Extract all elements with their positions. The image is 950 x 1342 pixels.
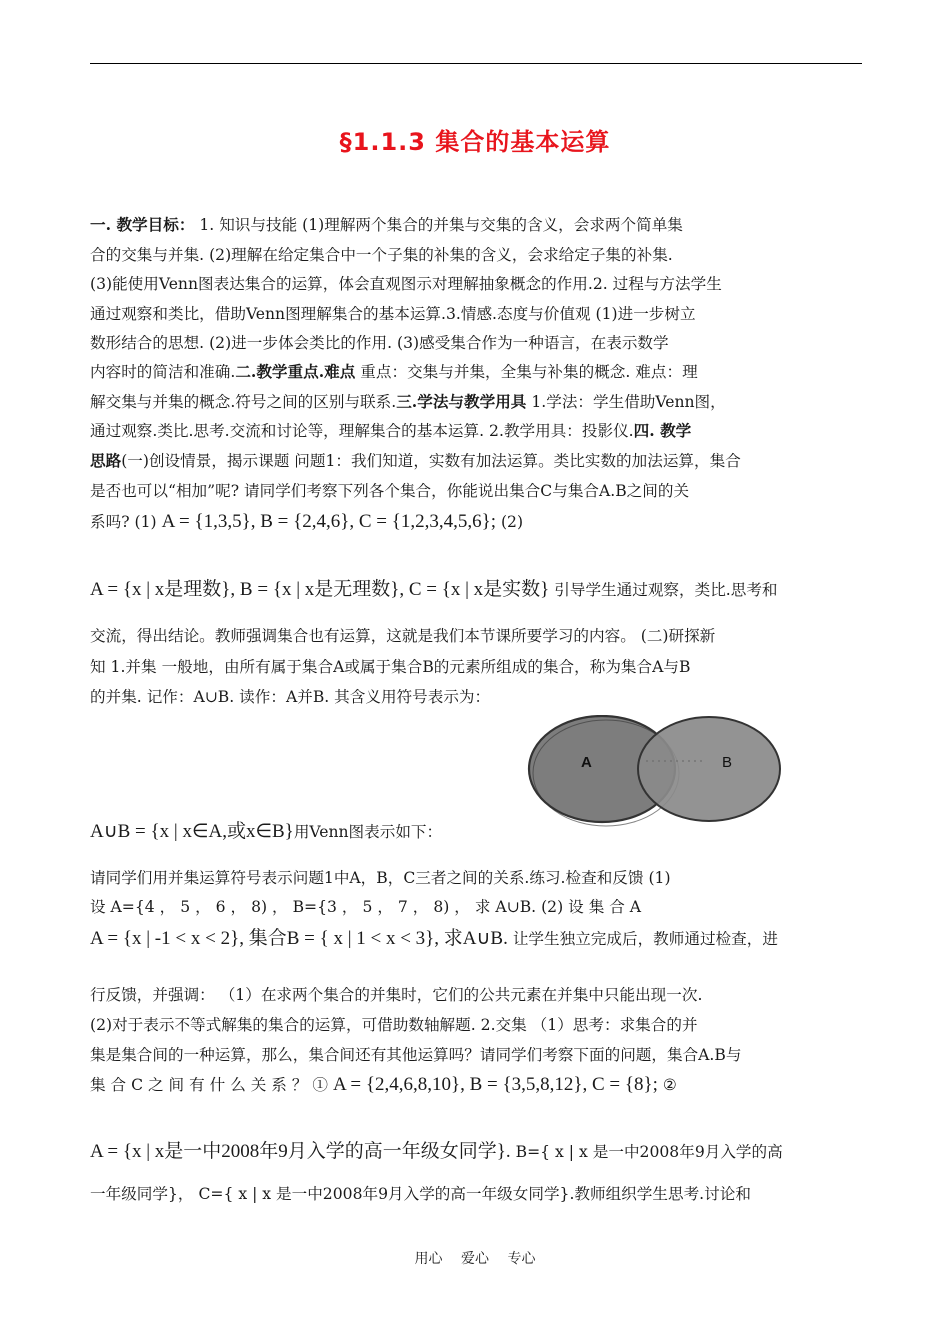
text-line bbox=[90, 1045, 741, 1065]
text-line bbox=[90, 274, 722, 294]
section-heading: 三.学法与教学用具 bbox=[396, 392, 527, 411]
text-segment: 合的交集与并集. (2)理解在给定集合中一个子集的补集的含义，会求给定子集的补集. bbox=[90, 246, 673, 264]
text-segment: 集是集合间的一种运算，那么，集合间还有其他运算吗？请同学们考察下面的问题，集合A.B与 bbox=[90, 1046, 742, 1064]
text-segment: 用Venn图表示如下： bbox=[293, 823, 443, 841]
page-footer: 用心 爱心 专心 bbox=[414, 1251, 536, 1267]
text-segment: (2) bbox=[495, 513, 524, 531]
text-segment: 的并集. 记作：A∪B. 读作：A并B. 其含义用符号表示为： bbox=[90, 688, 491, 706]
math-formula: A∪B = {x | x∈A,或x∈B} bbox=[90, 821, 294, 842]
text-segment: 通过观察和类比，借助Venn图理解集合的基本运算.3.情感.态度与价值观 (1)进一步树立 bbox=[90, 305, 696, 323]
text-line bbox=[90, 929, 778, 949]
text-segment: (2)对于表示不等式解集的集合的运算，可借助数轴解题. 2.交集 （1）思考：求集合的并 bbox=[90, 1016, 698, 1034]
page-title: §1.1.3 集合的基本运算 bbox=[339, 128, 611, 156]
text-line bbox=[90, 215, 683, 235]
text-line bbox=[90, 333, 669, 353]
section-heading: 思路 bbox=[90, 451, 122, 470]
text-segment: 交流，得出结论。教师强调集合也有运算，这就是我们本节课所要学习的内容。 (二)研探新 bbox=[90, 627, 716, 645]
math-formula: A = {x | x是一中2008年9月入学的高一年级女同学}. bbox=[90, 1141, 511, 1162]
math-formula: A = {2,4,6,8,10}, B = {3,5,8,12}, C = {8}; bbox=[332, 1074, 658, 1095]
text-segment: 1.学法：学生借助Venn图， bbox=[526, 393, 726, 411]
venn-diagram bbox=[526, 715, 782, 833]
text-line bbox=[90, 1015, 698, 1035]
section-heading: 一. 教学目标： bbox=[90, 215, 195, 234]
text-line bbox=[90, 822, 442, 842]
text-line bbox=[90, 392, 726, 412]
text-segment: 是否也可以“相加”呢? 请同学们考察下列各个集合，你能说出集合C与集合A.B之间的关 bbox=[90, 482, 690, 500]
math-formula: A = {x | x是理数}, B = {x | x是无理数}, C = {x | x是实数} bbox=[90, 579, 550, 600]
text-line bbox=[90, 1142, 783, 1162]
text-segment: 让学生独立完成后，教师通过检查，进 bbox=[507, 930, 778, 948]
text-line bbox=[90, 245, 673, 265]
text-line bbox=[90, 362, 698, 382]
text-segment: 引导学生通过观察，类比.思考和 bbox=[549, 581, 778, 599]
section-heading: 二.教学重点.难点 bbox=[235, 362, 356, 381]
text-segment: 通过观察.类比.思考.交流和讨论等，理解集合的基本运算. 2.教学用具：投影仪. bbox=[90, 422, 634, 440]
text-segment: 知 1.并集 一般地，由所有属于集合A或属于集合B的元素所组成的集合，称为集合A与B bbox=[90, 658, 691, 676]
text-line bbox=[90, 1075, 677, 1095]
text-segment: 行反馈，并强调： （1）在求两个集合的并集时，它们的公共元素在并集中只能出现一次. bbox=[90, 986, 703, 1004]
text-segment: 1. 知识与技能 (1)理解两个集合的并集与交集的含义，会求两个简单集 bbox=[194, 216, 683, 234]
text-line bbox=[90, 451, 741, 471]
text-line bbox=[90, 580, 778, 600]
text-line bbox=[90, 1184, 751, 1204]
venn-set-b bbox=[638, 717, 780, 821]
text-segment: 集 合 C 之 间 有 什 么 关 系 ？ ① bbox=[90, 1076, 333, 1094]
math-formula: A = {1,3,5}, B = {2,4,6}, C = {1,2,3,4,5,6}; bbox=[161, 511, 496, 532]
text-line bbox=[90, 304, 696, 324]
text-segment: 重点：交集与并集，全集与补集的概念. 难点：理 bbox=[355, 363, 698, 381]
text-segment: 数形结合的思想. (2)进一步体会类比的作用. (3)感受集合作为一种语言，在表示数学 bbox=[90, 334, 669, 352]
text-segment: ② bbox=[657, 1076, 677, 1094]
text-segment: 一年级同学}， C={ x | x 是一中2008年9月入学的高一年级女同学}.教师组织学生思考.讨论和 bbox=[90, 1185, 751, 1203]
text-line bbox=[90, 421, 691, 441]
venn-label-b: B bbox=[722, 754, 733, 771]
text-segment: 系吗? (1) bbox=[90, 513, 162, 531]
section-heading: 四. 教学 bbox=[633, 421, 692, 440]
header-rule bbox=[90, 63, 862, 64]
text-segment: (一)创设情景，揭示课题 问题1：我们知道，实数有加法运算。类比实数的加法运算，集合 bbox=[121, 452, 741, 470]
text-line bbox=[90, 687, 490, 707]
text-segment: 解交集与并集的概念.符号之间的区别与联系. bbox=[90, 393, 397, 411]
text-line bbox=[90, 868, 671, 888]
text-segment: 请同学们用并集运算符号表示问题1中A，B，C三者之间的关系.练习.检查和反馈 (1) bbox=[90, 869, 671, 887]
text-line bbox=[90, 512, 523, 532]
math-formula: A = {x | -1 < x < 2}, 集合B = { x | 1 < x < 3}, 求A∪B. bbox=[90, 928, 508, 949]
text-segment: (3)能使用Venn图表达集合的运算，体会直观图示对理解抽象概念的作用.2. 过程与方法学生 bbox=[90, 275, 722, 293]
text-line bbox=[90, 481, 689, 501]
text-line bbox=[90, 657, 690, 677]
text-segment: B={ x | x 是一中2008年9月入学的高 bbox=[510, 1143, 783, 1161]
text-line bbox=[90, 897, 641, 917]
text-line bbox=[90, 985, 702, 1005]
text-segment: 内容时的简洁和准确. bbox=[90, 363, 236, 381]
venn-label-a: A bbox=[581, 754, 592, 771]
text-line bbox=[90, 626, 715, 646]
text-segment: 设 A={4 ， 5 ， 6 ， 8) ， B={3 ， 5 ， 7 ， 8) ， 求 A∪B. (2) 设 集 合 A bbox=[90, 898, 642, 916]
